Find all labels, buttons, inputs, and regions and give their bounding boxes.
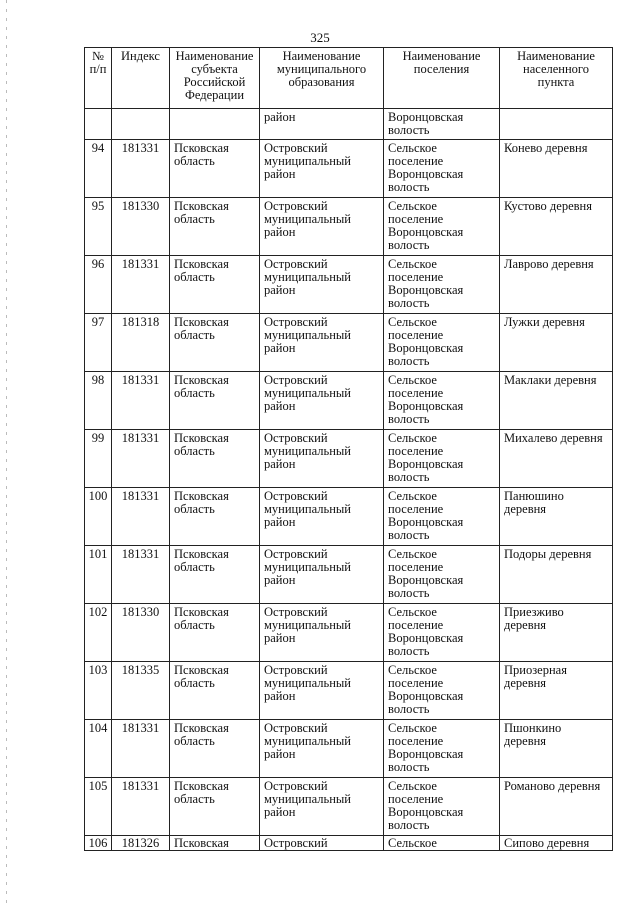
scan-edge (6, 0, 7, 905)
cell-locality: Лаврово деревня (500, 256, 613, 314)
cell-num: 95 (85, 198, 112, 256)
cell-subject: Псковская (170, 836, 260, 851)
cell-index: 181330 (112, 198, 170, 256)
cell-locality: Лужки деревня (500, 314, 613, 372)
cell-num: 102 (85, 604, 112, 662)
cell-locality: Романово деревня (500, 778, 613, 836)
cell-subject: Псковская область (170, 488, 260, 546)
cell-settlement: Сельское поселение Воронцовская волость (384, 430, 500, 488)
cell-settlement: Сельское поселение Воронцовская волость (384, 662, 500, 720)
cell-municipality: Островский муниципальный район (260, 778, 384, 836)
cell-settlement: Сельское поселение Воронцовская волость (384, 488, 500, 546)
cell-index: 181326 (112, 836, 170, 851)
cell-settlement: Воронцовская волость (384, 109, 500, 140)
cell-num: 105 (85, 778, 112, 836)
cell-municipality: Островский муниципальный район (260, 604, 384, 662)
cell-municipality: Островский (260, 836, 384, 851)
cell-num: 104 (85, 720, 112, 778)
cell-locality: Пшонкино деревня (500, 720, 613, 778)
cell-municipality: Островский муниципальный район (260, 314, 384, 372)
cell-index: 181331 (112, 256, 170, 314)
table-row (85, 256, 613, 314)
cell-index: 181331 (112, 778, 170, 836)
table-header (85, 48, 613, 109)
cell-subject: Псковская область (170, 140, 260, 198)
cell-subject: Псковская область (170, 314, 260, 372)
cell-locality: Михалево деревня (500, 430, 613, 488)
cell-subject: Псковская область (170, 372, 260, 430)
header-subject: Наименование субъекта Российской Федерации (170, 48, 260, 109)
cell-num: 100 (85, 488, 112, 546)
cell-num: 103 (85, 662, 112, 720)
cell-locality: Кустово деревня (500, 198, 613, 256)
cell-settlement: Сельское поселение Воронцовская волость (384, 546, 500, 604)
cell-locality: Маклаки деревня (500, 372, 613, 430)
cell-index: 181331 (112, 140, 170, 198)
cell-municipality: Островский муниципальный район (260, 720, 384, 778)
cell-index: 181331 (112, 720, 170, 778)
cell-settlement: Сельское поселение Воронцовская волость (384, 372, 500, 430)
cell-subject: Псковская область (170, 604, 260, 662)
cell-subject: Псковская область (170, 430, 260, 488)
cell-locality: Сипово деревня (500, 836, 613, 851)
cell-locality: Приезживо деревня (500, 604, 613, 662)
localities-table (84, 47, 613, 851)
cell-settlement: Сельское (384, 836, 500, 851)
table-row (85, 430, 613, 488)
table-row (85, 314, 613, 372)
cell-index: 181331 (112, 372, 170, 430)
cell-num: 101 (85, 546, 112, 604)
cell-municipality: Островский муниципальный район (260, 372, 384, 430)
cell-index: 181331 (112, 430, 170, 488)
cell-locality: Приозерная деревня (500, 662, 613, 720)
cell-municipality: район (260, 109, 384, 140)
cell-municipality: Островский муниципальный район (260, 256, 384, 314)
cell-municipality: Островский муниципальный район (260, 662, 384, 720)
table-row (85, 198, 613, 256)
header-row (85, 48, 613, 109)
cell-subject: Псковская область (170, 546, 260, 604)
cell-index: 181335 (112, 662, 170, 720)
cell-num: 96 (85, 256, 112, 314)
table-body (85, 109, 613, 851)
cell-municipality: Островский муниципальный район (260, 488, 384, 546)
cell-settlement: Сельское поселение Воронцовская волость (384, 778, 500, 836)
cell-index: 181331 (112, 488, 170, 546)
cell-num: 98 (85, 372, 112, 430)
cell-index: 181331 (112, 546, 170, 604)
cell-num: 94 (85, 140, 112, 198)
header-locality: Наименование населенного пункта (500, 48, 613, 109)
cell-locality: Конево деревня (500, 140, 613, 198)
cell-municipality: Островский муниципальный район (260, 546, 384, 604)
cell-subject: Псковская область (170, 198, 260, 256)
cell-municipality: Островский муниципальный район (260, 140, 384, 198)
cell-subject: Псковская область (170, 662, 260, 720)
cell-settlement: Сельское поселение Воронцовская волость (384, 720, 500, 778)
cell-index (112, 109, 170, 140)
cell-settlement: Сельское поселение Воронцовская волость (384, 604, 500, 662)
cell-settlement: Сельское поселение Воронцовская волость (384, 314, 500, 372)
cell-num (85, 109, 112, 140)
header-municipality: Наименование муниципального образования (260, 48, 384, 109)
cell-subject: Псковская область (170, 778, 260, 836)
cell-locality (500, 109, 613, 140)
table-row (85, 662, 613, 720)
table-row (85, 546, 613, 604)
table-row (85, 372, 613, 430)
cell-locality: Подоры деревня (500, 546, 613, 604)
table-row (85, 778, 613, 836)
cell-subject: Псковская область (170, 256, 260, 314)
table-row (85, 720, 613, 778)
page-number: 325 (310, 30, 330, 45)
cell-settlement: Сельское поселение Воронцовская волость (384, 198, 500, 256)
cell-locality: Панюшино деревня (500, 488, 613, 546)
cell-settlement: Сельское поселение Воронцовская волость (384, 140, 500, 198)
header-index: Индекс (112, 48, 170, 109)
cell-subject: Псковская область (170, 720, 260, 778)
header-num: № п/п (85, 48, 112, 109)
cell-num: 106 (85, 836, 112, 851)
cell-municipality: Островский муниципальный район (260, 430, 384, 488)
cell-settlement: Сельское поселение Воронцовская волость (384, 256, 500, 314)
continuation-row (85, 109, 613, 140)
table-row (85, 140, 613, 198)
table-row-partial (85, 836, 613, 851)
table-row (85, 604, 613, 662)
cell-subject (170, 109, 260, 140)
cell-num: 99 (85, 430, 112, 488)
header-settlement: Наименование поселения (384, 48, 500, 109)
cell-municipality: Островский муниципальный район (260, 198, 384, 256)
table-row (85, 488, 613, 546)
cell-num: 97 (85, 314, 112, 372)
cell-index: 181330 (112, 604, 170, 662)
cell-index: 181318 (112, 314, 170, 372)
